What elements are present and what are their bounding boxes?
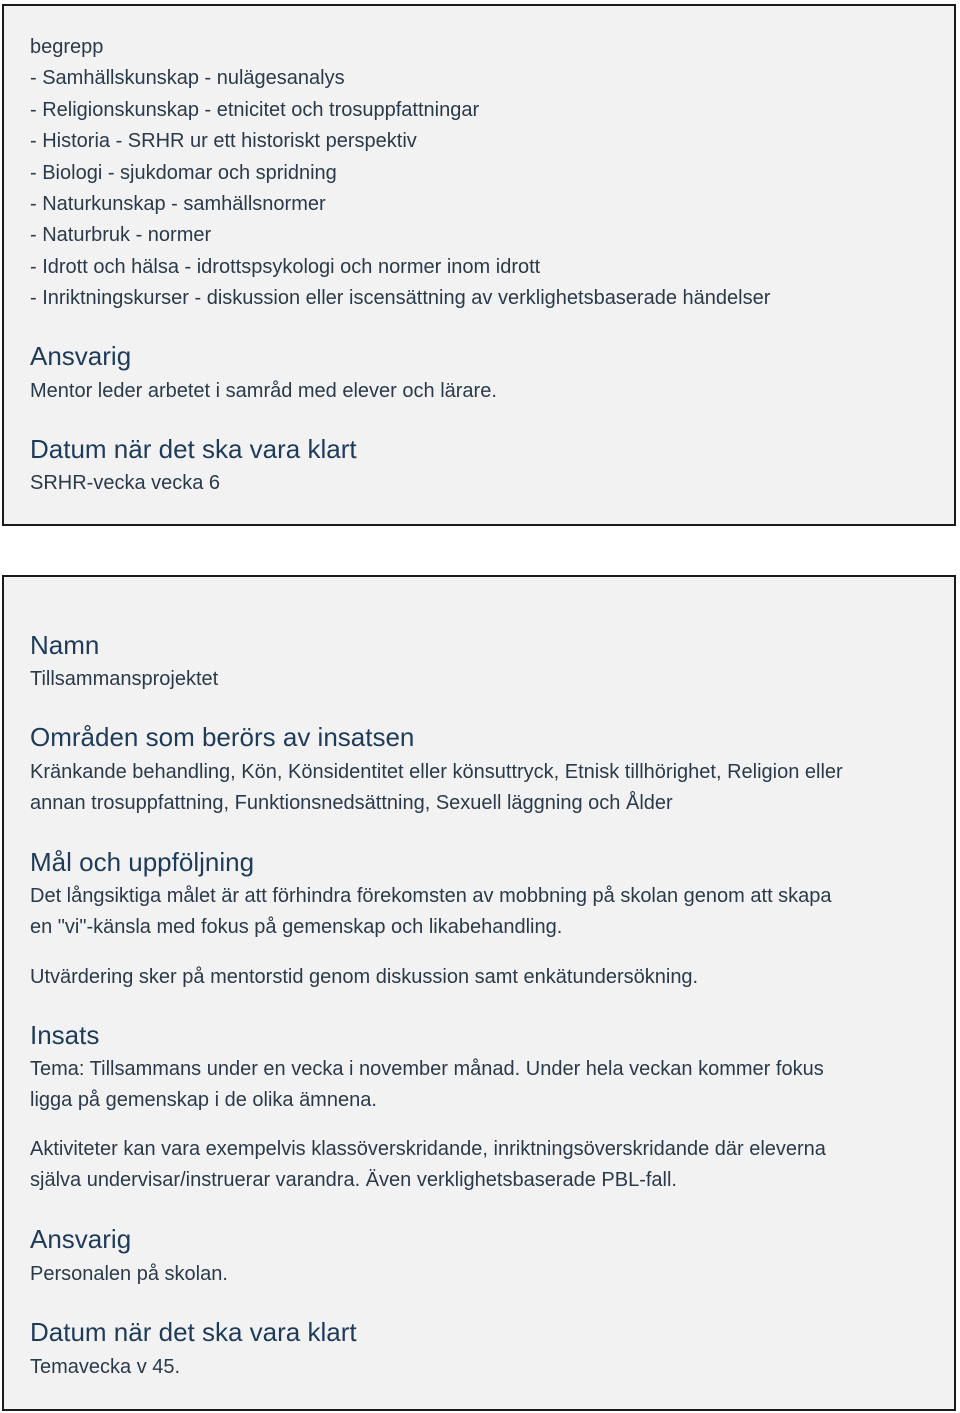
ansvarig-text: Personalen på skolan. bbox=[30, 1263, 228, 1285]
begrepp-list bbox=[30, 32, 770, 315]
begrepp-line: - Idrott och hälsa - idrottspsykologi och normer inom idrott bbox=[30, 255, 541, 278]
begrepp-line: - Naturbruk - normer bbox=[30, 224, 212, 247]
datum-heading: Datum när det ska vara klart bbox=[30, 1317, 357, 1347]
namn-text: Tillsammansprojektet bbox=[30, 668, 219, 690]
namn-heading: Namn bbox=[30, 630, 100, 660]
begrepp-line: - Biologi - sjukdomar och spridning bbox=[30, 161, 337, 184]
insats-line: Tema: Tillsammans under en vecka i november månad. Under hela veckan kommer fokus bbox=[30, 1058, 824, 1080]
datum-text: SRHR-vecka vecka 6 bbox=[30, 472, 221, 494]
aktiviteter-line: själva undervisar/instruerar varandra. Även verklighetsbaserade PBL-fall. bbox=[30, 1169, 677, 1192]
datum-heading: Datum när det ska vara klart bbox=[30, 434, 357, 464]
begrepp-line: - Samhällskunskap - nulägesanalys bbox=[30, 67, 345, 90]
insats-heading: Insats bbox=[30, 1020, 100, 1050]
omraden-line: Kränkande behandling, Kön, Könsidentitet eller könsuttryck, Etnisk tillhörighet, Religion eller bbox=[30, 761, 843, 783]
begrepp-line: begrepp bbox=[30, 36, 104, 58]
ansvarig-text: Mentor leder arbetet i samråd med elever och lärare. bbox=[30, 380, 497, 402]
ansvarig-heading: Ansvarig bbox=[30, 1224, 132, 1254]
mal-line: Det långsiktiga målet är att förhindra förekomsten av mobbning på skolan genom att skapa bbox=[30, 885, 832, 907]
aktiviteter-line: Aktiviteter kan vara exempelvis klassöverskridande, inriktningsöverskridande där eleverna bbox=[30, 1138, 826, 1160]
mal-text bbox=[30, 881, 832, 944]
mal-heading: Mål och uppföljning bbox=[30, 847, 255, 877]
aktiviteter-text bbox=[30, 1134, 826, 1197]
omraden-heading: Områden som berörs av insatsen bbox=[30, 722, 415, 752]
omraden-line: annan trosuppfattning, Funktionsnedsättning, Sexuell läggning och Ålder bbox=[30, 792, 673, 815]
mal-line: en "vi"-känsla med fokus på gemenskap och likabehandling. bbox=[30, 916, 563, 939]
omraden-text bbox=[30, 757, 843, 820]
begrepp-line: - Naturkunskap - samhällsnormer bbox=[30, 193, 326, 216]
datum-text: Temavecka v 45. bbox=[30, 1356, 181, 1378]
utvardering-text: Utvärdering sker på mentorstid genom diskussion samt enkätundersökning. bbox=[30, 966, 699, 988]
ansvarig-heading: Ansvarig bbox=[30, 341, 132, 371]
insats-text bbox=[30, 1054, 824, 1117]
begrepp-line: - Historia - SRHR ur ett historiskt perspektiv bbox=[30, 130, 417, 153]
insats-line: ligga på gemenskap i de olika ämnena. bbox=[30, 1089, 377, 1112]
begrepp-line: - Inriktningskurser - diskussion eller iscensättning av verklighetsbaserade händelser bbox=[30, 287, 771, 310]
begrepp-line: - Religionskunskap - etnicitet och trosuppfattningar bbox=[30, 98, 480, 121]
